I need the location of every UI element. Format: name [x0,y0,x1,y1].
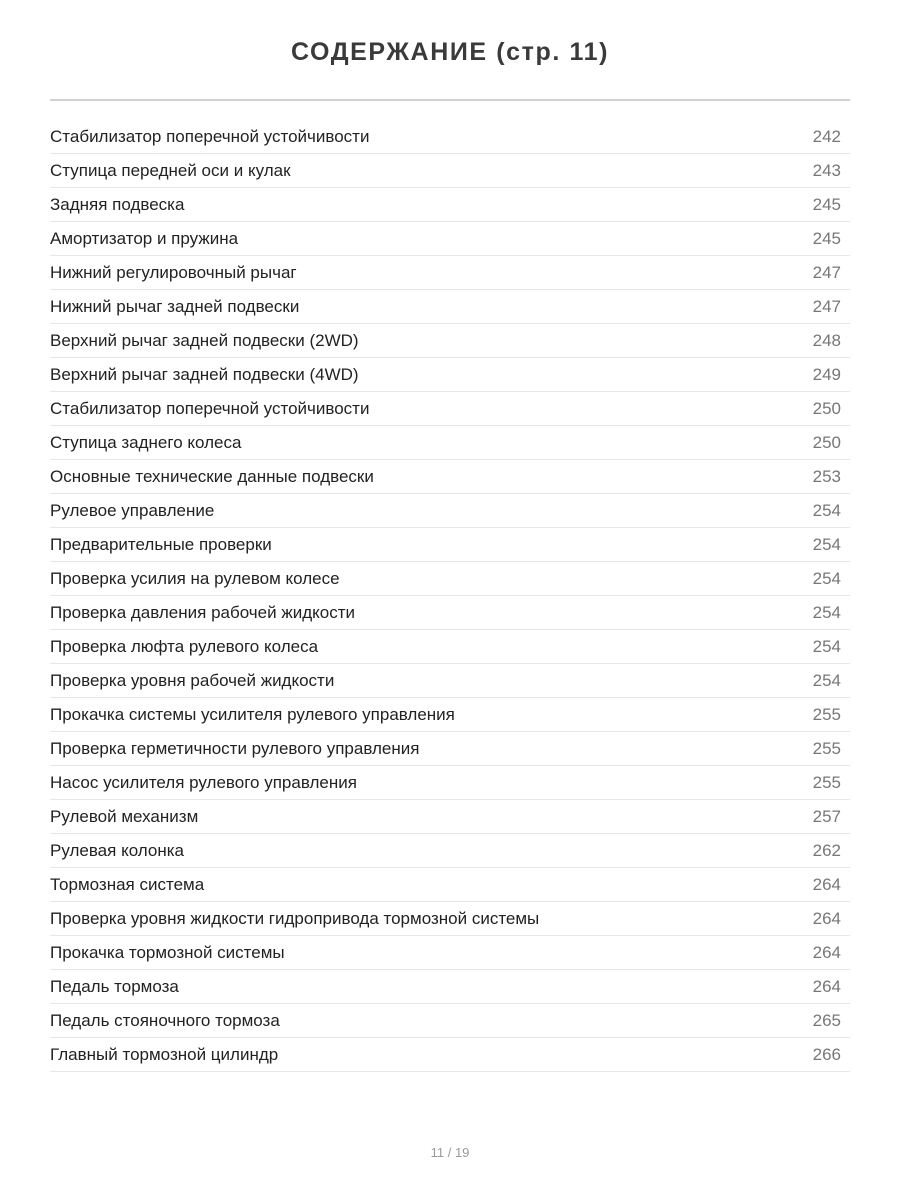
toc-entry-label: Проверка люфта рулевого колеса [50,636,319,656]
toc-entry-label: Нижний регулировочный рычаг [50,262,297,282]
toc-entry[interactable] [50,120,850,154]
toc-entry[interactable] [50,528,850,562]
toc-entry-label: Стабилизатор поперечной устойчивости [50,398,370,418]
toc-entry-label: Педаль тормоза [50,976,179,996]
toc-entry-label: Прокачка тормозной системы [50,942,285,962]
page-counter-separator: / [444,1145,455,1160]
toc-entry-label: Педаль стояночного тормоза [50,1010,280,1030]
toc-entry-page: 264 [812,908,841,928]
toc-entry-label: Рулевая колонка [50,840,184,860]
toc-entry-label: Основные технические данные подвески [50,466,374,486]
toc-entry-label: Верхний рычаг задней подвески (2WD) [50,330,359,350]
toc-entry[interactable] [50,358,850,392]
toc-entry[interactable] [50,698,850,732]
toc-entry-page: 248 [812,330,841,350]
toc-entry-page: 257 [812,806,841,826]
toc-entry[interactable] [50,596,850,630]
toc-entry-label: Предварительные проверки [50,534,272,554]
toc-entry[interactable] [50,154,850,188]
toc-entry-page: 254 [812,568,841,588]
toc-entry-label: Амортизатор и пружина [50,228,239,248]
toc-entry[interactable] [50,630,850,664]
toc-entry[interactable] [50,494,850,528]
toc-entry[interactable] [50,324,850,358]
toc-entry-page: 255 [812,738,841,758]
toc-entry[interactable] [50,1038,850,1072]
toc-entry-page: 264 [812,942,841,962]
toc-entry[interactable] [50,290,850,324]
toc-entry-label: Стабилизатор поперечной устойчивости [50,126,370,146]
toc-entry-page: 247 [812,296,841,316]
toc-entry[interactable] [50,766,850,800]
toc-entry-page: 255 [812,772,841,792]
toc-entry-label: Нижний рычаг задней подвески [50,296,300,316]
toc-entry-label: Проверка усилия на рулевом колесе [50,568,340,588]
toc-entry[interactable] [50,256,850,290]
toc-entry-label: Прокачка системы усилителя рулевого управления [50,704,455,724]
current-page-number: 11 [430,1145,445,1160]
total-pages-number: 19 [454,1145,470,1160]
toc-entry-page: 264 [812,874,841,894]
toc-entry[interactable] [50,1004,850,1038]
page-title: СОДЕРЖАНИЕ (стр. 11) [290,38,610,66]
toc-entry-page: 262 [812,840,841,860]
toc-entry[interactable] [50,970,850,1004]
toc-entry-page: 250 [812,432,841,452]
toc-entry-label: Насос усилителя рулевого управления [50,772,357,792]
toc-entry-page: 254 [812,602,841,622]
toc-entry[interactable] [50,426,850,460]
toc-entry[interactable] [50,664,850,698]
toc-entry[interactable] [50,936,850,970]
toc-entry[interactable] [50,460,850,494]
toc-entry-page: 264 [812,976,841,996]
toc-entry-page: 247 [812,262,841,282]
toc-entry-page: 250 [812,398,841,418]
toc-entry[interactable] [50,222,850,256]
toc-entry[interactable] [50,188,850,222]
toc-entry-page: 254 [812,534,841,554]
toc-entry-label: Ступица заднего колеса [50,432,242,452]
toc-entry-label: Ступица передней оси и кулак [50,160,291,180]
toc-entry[interactable] [50,732,850,766]
toc-entry-page: 253 [812,466,841,486]
toc-entry-page: 255 [812,704,841,724]
toc-entry[interactable] [50,392,850,426]
toc-entry-page: 265 [812,1010,841,1030]
toc-entry[interactable] [50,562,850,596]
toc-entry-page: 243 [812,160,841,180]
toc-entry-page: 249 [812,364,841,384]
toc-entry-label: Верхний рычаг задней подвески (4WD) [50,364,359,384]
toc-entry[interactable] [50,800,850,834]
toc-entry-page: 242 [812,126,841,146]
toc-entry-page: 266 [812,1044,841,1064]
toc-entry-label: Проверка уровня жидкости гидропривода тормозной системы [50,908,540,928]
toc-entry[interactable] [50,868,850,902]
toc-entry-page: 254 [812,500,841,520]
toc-entry-label: Проверка уровня рабочей жидкости [50,670,335,690]
toc-entry-page: 254 [812,636,841,656]
toc-entry-label: Тормозная система [50,874,205,894]
toc-entry-label: Проверка давления рабочей жидкости [50,602,355,622]
page-counter [0,1145,900,1160]
toc-entry-page: 245 [812,228,841,248]
toc-entry-label: Проверка герметичности рулевого управления [50,738,420,758]
toc-entry-page: 254 [812,670,841,690]
toc-entry[interactable] [50,902,850,936]
toc-entry-label: Главный тормозной цилиндр [50,1044,279,1064]
toc-list [50,120,850,1072]
toc-entry[interactable] [50,834,850,868]
toc-entry-label: Рулевое управление [50,500,215,520]
title-divider [50,99,850,101]
toc-entry-label: Задняя подвеска [50,194,185,214]
toc-entry-label: Рулевой механизм [50,806,199,826]
toc-entry-page: 245 [812,194,841,214]
